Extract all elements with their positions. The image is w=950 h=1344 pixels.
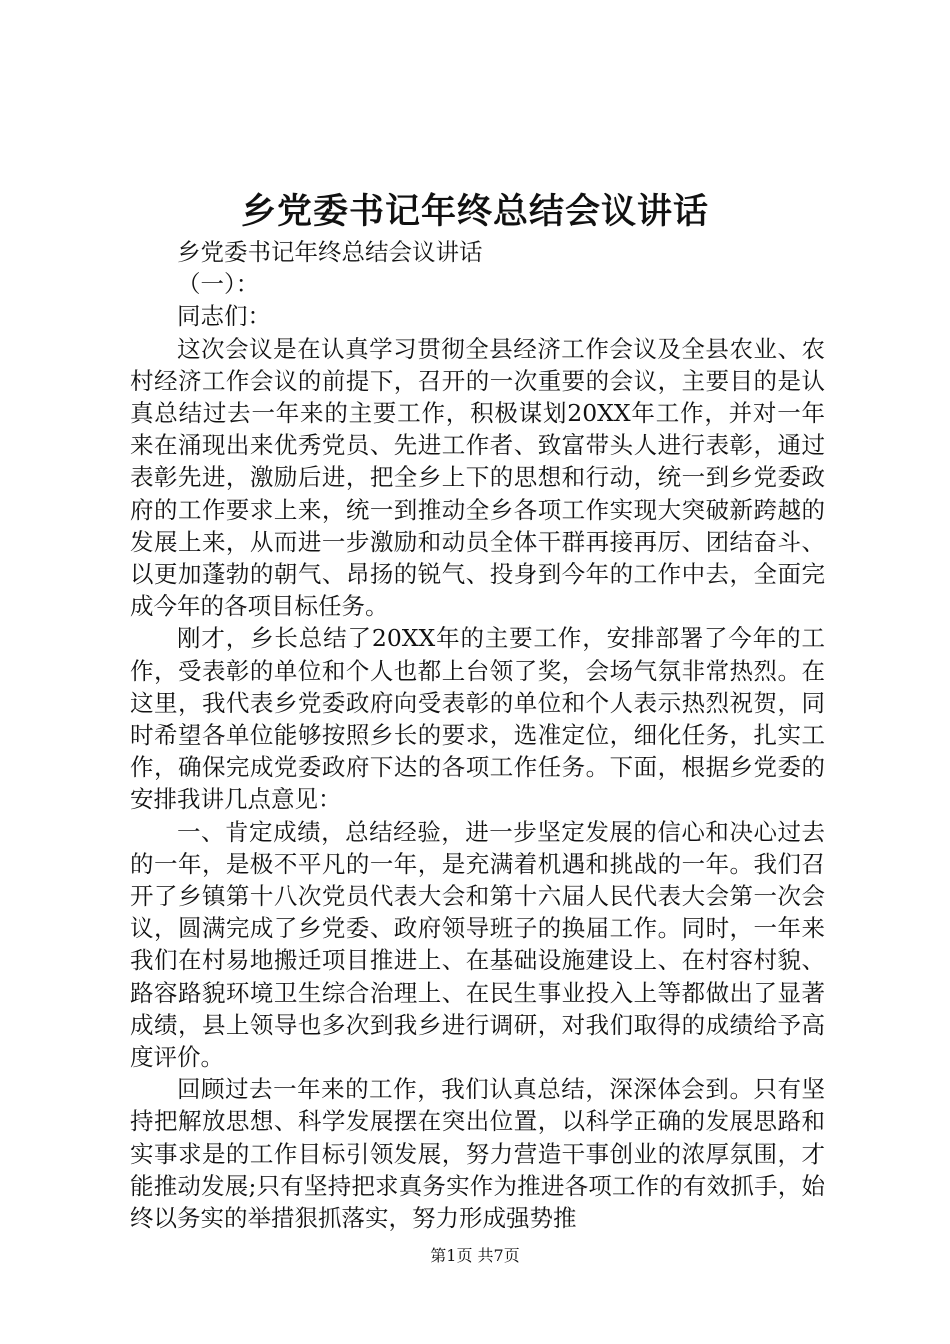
body-paragraph: 这次会议是在认真学习贯彻全县经济工作会议及全县农业、农村经济工作会议的前提下，召开的一次重要的会议，主要目的是认真总结过去一年来的主要工作，积极谋划20XX年工作，并对一年来在涌现出来优秀党员、先进工作者、致富带头人进行表彰，通过表彰先进，激励后进，把全乡上下的思想和行动，统一到乡党委政府的工作要求上来，统一到推动全乡各项工作实现大突破新跨越的发展上来，从而进一步激励和动员全体干群再接再厉、团结奋斗、以更加蓬勃的朝气、昂扬的锐气、投身到今年的工作中去，全面完成今年的各项目标任务。 — [130, 334, 825, 621]
page-footer: 第1页 共7页 — [430, 1246, 520, 1265]
section-marker: （一）： — [177, 270, 260, 299]
body-paragraph: 一、肯定成绩，总结经验，进一步坚定发展的信心和决心过去的一年，是极不平凡的一年，是充满着机遇和挑战的一年。我们召开了乡镇第十八次党员代表大会和第十六届人民代表大会第一次会议，圆满完成了乡党委、政府领导班子的换届工作。同时，一年来我们在村易地搬迁项目推进上、在基础设施建设上、在村容村貌、路容路貌环境卫生综合治理上、在民生事业投入上等都做出了显著成绩，县上领导也多次到我乡进行调研，对我们取得的成绩给予高度评价。 — [130, 817, 825, 1072]
salutation: 同志们： — [177, 302, 271, 331]
body-paragraph: 刚才，乡长总结了20XX年的主要工作，安排部署了今年的工作，受表彰的单位和个人也都上台领了奖，会场气氛非常热烈。在这里，我代表乡党委政府向受表彰的单位和个人表示热烈祝贺，同时希望各单位能够按照乡长的要求，选准定位，细化任务，扎实工作，确保完成党委政府下达的各项工作任务。下面，根据乡党委的安排我讲几点意见： — [130, 624, 825, 814]
subtitle-paragraph: 乡党委书记年终总结会议讲话 — [177, 238, 483, 266]
document-body — [130, 236, 825, 1234]
body-paragraph: 回顾过去一年来的工作，我们认真总结，深深体会到。只有坚持把解放思想、科学发展摆在突出位置，以科学正确的发展思路和实事求是的工作目标引领发展，努力营造干事创业的浓厚氛围，才能推动发展;只有坚持把求真务实作为推进各项工作的有效抓手，始终以务实的举措狠抓落实，努力形成强势推 — [130, 1075, 825, 1233]
document-title: 乡党委书记年终总结会议讲话 — [240, 191, 709, 232]
